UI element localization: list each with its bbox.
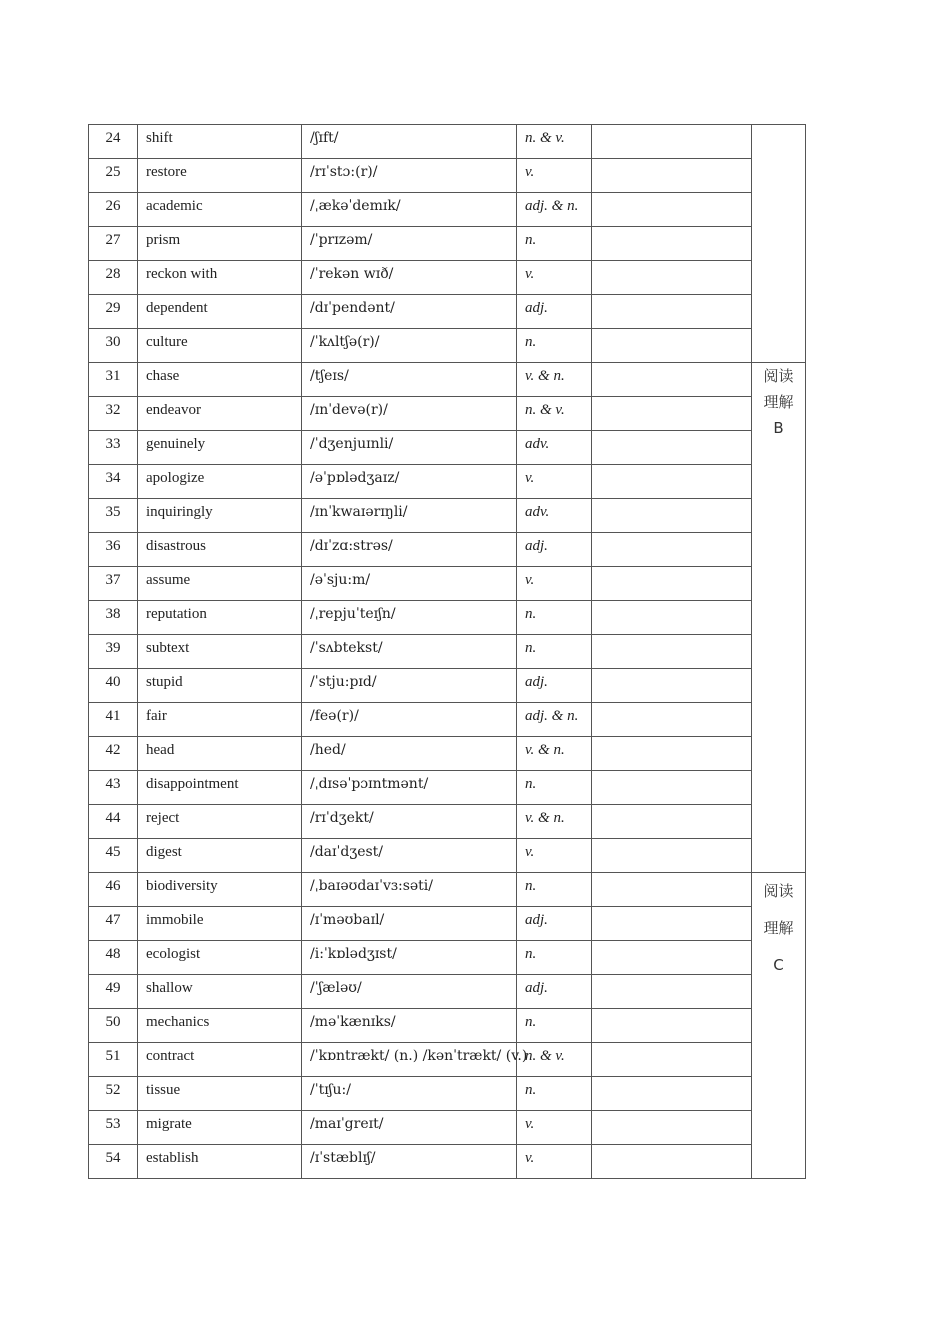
row-number: 37	[89, 567, 138, 601]
row-number: 53	[89, 1111, 138, 1145]
part-of-speech-cell: v.	[517, 159, 592, 193]
table-row	[89, 431, 806, 465]
word-cell: ecologist	[138, 941, 302, 975]
word-cell: head	[138, 737, 302, 771]
meaning-blank-cell	[592, 805, 752, 839]
part-of-speech-cell: v. & n.	[517, 805, 592, 839]
section-label-reading-b	[752, 363, 806, 873]
word-cell: fair	[138, 703, 302, 737]
table-row	[89, 1145, 806, 1179]
meaning-blank-cell	[592, 907, 752, 941]
row-number: 33	[89, 431, 138, 465]
table-row	[89, 669, 806, 703]
vocabulary-table-body	[89, 125, 806, 1179]
phonetic-cell: /hed/	[302, 737, 517, 771]
part-of-speech-cell: adj. & n.	[517, 193, 592, 227]
meaning-blank-cell	[592, 771, 752, 805]
phonetic-cell: /ɪˈməʊbaɪl/	[302, 907, 517, 941]
table-row	[89, 1077, 806, 1111]
meaning-blank-cell	[592, 737, 752, 771]
meaning-blank-cell	[592, 873, 752, 907]
word-cell: shift	[138, 125, 302, 159]
row-number: 35	[89, 499, 138, 533]
word-cell: restore	[138, 159, 302, 193]
section-label-line: C	[773, 956, 784, 974]
meaning-blank-cell	[592, 635, 752, 669]
word-cell: mechanics	[138, 1009, 302, 1043]
part-of-speech-cell: n.	[517, 1009, 592, 1043]
word-cell: reject	[138, 805, 302, 839]
table-row	[89, 873, 806, 907]
table-row	[89, 1043, 806, 1077]
part-of-speech-cell: v.	[517, 839, 592, 873]
part-of-speech-cell: adj.	[517, 295, 592, 329]
phonetic-cell: /məˈkænɪks/	[302, 1009, 517, 1043]
meaning-blank-cell	[592, 669, 752, 703]
row-number: 40	[89, 669, 138, 703]
phonetic-cell: /ˈkɒntrækt/ (n.) /kənˈtrækt/ (v.)	[302, 1043, 517, 1077]
table-row	[89, 329, 806, 363]
part-of-speech-cell: adv.	[517, 431, 592, 465]
word-cell: tissue	[138, 1077, 302, 1111]
part-of-speech-cell: v.	[517, 1111, 592, 1145]
word-cell: endeavor	[138, 397, 302, 431]
row-number: 48	[89, 941, 138, 975]
word-cell: digest	[138, 839, 302, 873]
row-number: 25	[89, 159, 138, 193]
row-number: 26	[89, 193, 138, 227]
table-row	[89, 737, 806, 771]
phonetic-cell: /ˈprɪzəm/	[302, 227, 517, 261]
part-of-speech-cell: v.	[517, 567, 592, 601]
word-cell: stupid	[138, 669, 302, 703]
row-number: 28	[89, 261, 138, 295]
row-number: 38	[89, 601, 138, 635]
row-number: 42	[89, 737, 138, 771]
word-cell: disastrous	[138, 533, 302, 567]
table-row	[89, 635, 806, 669]
meaning-blank-cell	[592, 159, 752, 193]
section-cell-empty	[752, 125, 806, 363]
table-row	[89, 1009, 806, 1043]
phonetic-cell: /ɪˈstæblɪʃ/	[302, 1145, 517, 1179]
phonetic-cell: /dɪˈzɑ:strəs/	[302, 533, 517, 567]
row-number: 41	[89, 703, 138, 737]
phonetic-cell: /ˈsʌbtekst/	[302, 635, 517, 669]
part-of-speech-cell: n.	[517, 771, 592, 805]
row-number: 46	[89, 873, 138, 907]
word-cell: chase	[138, 363, 302, 397]
phonetic-cell: /əˈpɒlədʒaɪz/	[302, 465, 517, 499]
table-row	[89, 397, 806, 431]
table-row	[89, 261, 806, 295]
meaning-blank-cell	[592, 431, 752, 465]
meaning-blank-cell	[592, 227, 752, 261]
part-of-speech-cell: n.	[517, 227, 592, 261]
word-cell: assume	[138, 567, 302, 601]
meaning-blank-cell	[592, 941, 752, 975]
row-number: 36	[89, 533, 138, 567]
meaning-blank-cell	[592, 465, 752, 499]
meaning-blank-cell	[592, 567, 752, 601]
row-number: 24	[89, 125, 138, 159]
phonetic-cell: /feə(r)/	[302, 703, 517, 737]
table-row	[89, 805, 806, 839]
meaning-blank-cell	[592, 363, 752, 397]
part-of-speech-cell: n.	[517, 873, 592, 907]
word-cell: genuinely	[138, 431, 302, 465]
table-row	[89, 907, 806, 941]
word-cell: prism	[138, 227, 302, 261]
section-label-reading-c	[752, 873, 806, 1179]
phonetic-cell: /maɪˈgreɪt/	[302, 1111, 517, 1145]
phonetic-cell: /ɪnˈdevə(r)/	[302, 397, 517, 431]
word-cell: disappointment	[138, 771, 302, 805]
part-of-speech-cell: v.	[517, 1145, 592, 1179]
table-row	[89, 193, 806, 227]
table-row	[89, 363, 806, 397]
row-number: 39	[89, 635, 138, 669]
part-of-speech-cell: n.	[517, 329, 592, 363]
part-of-speech-cell: adj.	[517, 907, 592, 941]
word-cell: reckon with	[138, 261, 302, 295]
vocabulary-table	[88, 124, 806, 1179]
word-cell: inquiringly	[138, 499, 302, 533]
table-row	[89, 941, 806, 975]
phonetic-cell: /ˈkʌltʃə(r)/	[302, 329, 517, 363]
phonetic-cell: /ˈdʒenjuɪnli/	[302, 431, 517, 465]
table-row	[89, 125, 806, 159]
phonetic-cell: /daɪˈdʒest/	[302, 839, 517, 873]
row-number: 43	[89, 771, 138, 805]
row-number: 52	[89, 1077, 138, 1111]
row-number: 32	[89, 397, 138, 431]
table-row	[89, 601, 806, 635]
meaning-blank-cell	[592, 397, 752, 431]
table-row	[89, 771, 806, 805]
row-number: 47	[89, 907, 138, 941]
word-cell: subtext	[138, 635, 302, 669]
row-number: 49	[89, 975, 138, 1009]
word-cell: apologize	[138, 465, 302, 499]
row-number: 31	[89, 363, 138, 397]
phonetic-cell: /ˈrekən wɪð/	[302, 261, 517, 295]
phonetic-cell: /ˈstju:pɪd/	[302, 669, 517, 703]
section-label-line: 理解	[763, 393, 794, 411]
table-row	[89, 567, 806, 601]
phonetic-cell: /ʃɪft/	[302, 125, 517, 159]
meaning-blank-cell	[592, 329, 752, 363]
section-label-line: 理解	[763, 919, 794, 937]
row-number: 54	[89, 1145, 138, 1179]
meaning-blank-cell	[592, 499, 752, 533]
part-of-speech-cell: adj.	[517, 669, 592, 703]
part-of-speech-cell: v. & n.	[517, 363, 592, 397]
part-of-speech-cell: n.	[517, 601, 592, 635]
part-of-speech-cell: adv.	[517, 499, 592, 533]
row-number: 51	[89, 1043, 138, 1077]
table-row	[89, 703, 806, 737]
phonetic-cell: /əˈsju:m/	[302, 567, 517, 601]
phonetic-cell: /rɪˈdʒekt/	[302, 805, 517, 839]
phonetic-cell: /ɪnˈkwaɪərɪŋli/	[302, 499, 517, 533]
part-of-speech-cell: adj.	[517, 533, 592, 567]
part-of-speech-cell: n. & v.	[517, 1043, 592, 1077]
part-of-speech-cell: n. & v.	[517, 125, 592, 159]
word-cell: contract	[138, 1043, 302, 1077]
word-cell: shallow	[138, 975, 302, 1009]
meaning-blank-cell	[592, 1077, 752, 1111]
part-of-speech-cell: adj. & n.	[517, 703, 592, 737]
section-label-line: 阅读	[763, 882, 794, 900]
meaning-blank-cell	[592, 1111, 752, 1145]
row-number: 44	[89, 805, 138, 839]
part-of-speech-cell: adj.	[517, 975, 592, 1009]
row-number: 50	[89, 1009, 138, 1043]
part-of-speech-cell: v.	[517, 261, 592, 295]
table-row	[89, 975, 806, 1009]
phonetic-cell: /dɪˈpendənt/	[302, 295, 517, 329]
phonetic-cell: /ˌækəˈdemɪk/	[302, 193, 517, 227]
meaning-blank-cell	[592, 1043, 752, 1077]
meaning-blank-cell	[592, 839, 752, 873]
phonetic-cell: /i:ˈkɒlədʒɪst/	[302, 941, 517, 975]
meaning-blank-cell	[592, 261, 752, 295]
word-cell: migrate	[138, 1111, 302, 1145]
meaning-blank-cell	[592, 533, 752, 567]
word-cell: biodiversity	[138, 873, 302, 907]
table-row	[89, 839, 806, 873]
phonetic-cell: /tʃeɪs/	[302, 363, 517, 397]
phonetic-cell: /rɪˈstɔ:(r)/	[302, 159, 517, 193]
part-of-speech-cell: v.	[517, 465, 592, 499]
phonetic-cell: /ˌrepjuˈteɪʃn/	[302, 601, 517, 635]
phonetic-cell: /ˌdɪsəˈpɔɪntmənt/	[302, 771, 517, 805]
meaning-blank-cell	[592, 193, 752, 227]
table-row	[89, 1111, 806, 1145]
meaning-blank-cell	[592, 125, 752, 159]
row-number: 34	[89, 465, 138, 499]
meaning-blank-cell	[592, 601, 752, 635]
part-of-speech-cell: n.	[517, 941, 592, 975]
row-number: 27	[89, 227, 138, 261]
word-cell: dependent	[138, 295, 302, 329]
phonetic-cell: /ˈtɪʃu:/	[302, 1077, 517, 1111]
word-cell: immobile	[138, 907, 302, 941]
meaning-blank-cell	[592, 975, 752, 1009]
part-of-speech-cell: n.	[517, 1077, 592, 1111]
table-row	[89, 227, 806, 261]
row-number: 45	[89, 839, 138, 873]
phonetic-cell: /ˈʃæləʊ/	[302, 975, 517, 1009]
word-cell: reputation	[138, 601, 302, 635]
meaning-blank-cell	[592, 295, 752, 329]
meaning-blank-cell	[592, 1009, 752, 1043]
part-of-speech-cell: n. & v.	[517, 397, 592, 431]
word-cell: culture	[138, 329, 302, 363]
meaning-blank-cell	[592, 1145, 752, 1179]
part-of-speech-cell: n.	[517, 635, 592, 669]
table-row	[89, 159, 806, 193]
table-row	[89, 499, 806, 533]
word-cell: academic	[138, 193, 302, 227]
word-cell: establish	[138, 1145, 302, 1179]
section-label-line: 阅读	[763, 367, 794, 385]
section-label-line: B	[773, 419, 784, 437]
table-row	[89, 533, 806, 567]
table-row	[89, 465, 806, 499]
row-number: 30	[89, 329, 138, 363]
phonetic-cell: /ˌbaɪəʊdaɪˈvɜ:səti/	[302, 873, 517, 907]
row-number: 29	[89, 295, 138, 329]
meaning-blank-cell	[592, 703, 752, 737]
part-of-speech-cell: v. & n.	[517, 737, 592, 771]
table-row	[89, 295, 806, 329]
